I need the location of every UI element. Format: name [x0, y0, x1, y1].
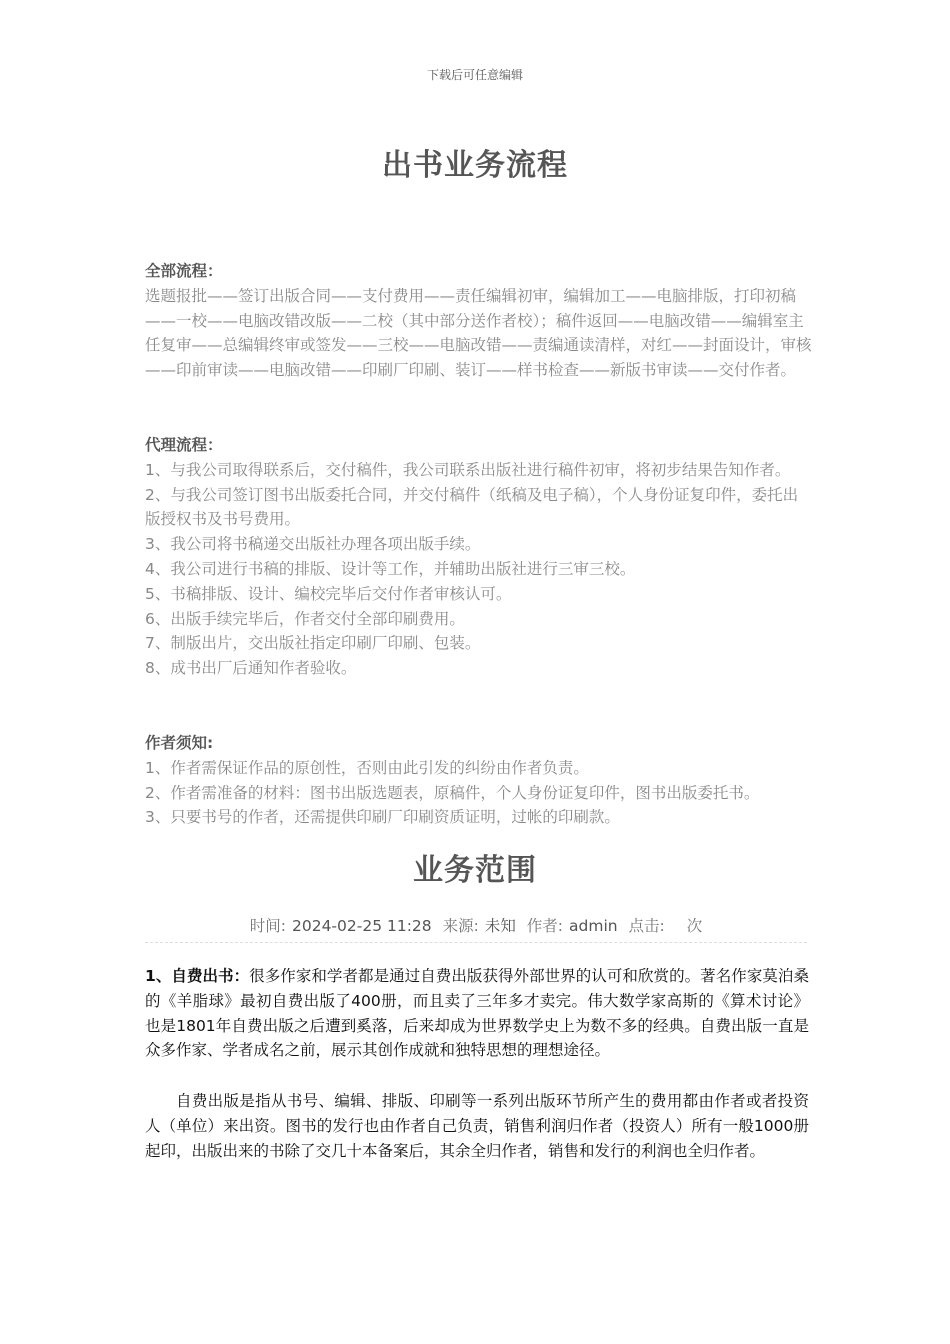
clicks-unit: 次	[686, 917, 703, 935]
scope-title: 业务范围	[413, 853, 537, 888]
article-meta	[145, 914, 807, 943]
self-publish-paragraph	[145, 964, 809, 1063]
all-process-text: 选题报批——签订出版合同——支付费用——责任编辑初审，编辑加工——电脑排版，打印初稿——一校——电脑改错改版——二校（其中部分送作者校）；稿件返回——电脑改错——编辑室主任复审——总编辑终审或签发——三校——电脑改错——责编通读清样，对红——封面设计，审核——印前审读——电脑改错——印刷厂印刷、装订——样书检查——新版书审读——交付作者。	[145, 286, 812, 380]
list-item: 7、制版出片，交出版社指定印刷厂印刷、包装。	[145, 634, 481, 653]
all-process-heading: 全部流程：	[145, 262, 223, 280]
list-item: 2、与我公司签订图书出版委托合同，并交付稿件（纸稿及电子稿），个人身份证复印件，委托出版授权书及书号费用。	[145, 485, 799, 529]
header-note: 下载后可任意编辑	[426, 68, 523, 82]
page-title: 出书业务流程	[382, 148, 568, 183]
author-label: 作者:	[526, 917, 564, 935]
agent-process-section	[145, 433, 813, 681]
author-value: admin	[569, 917, 618, 935]
source-value: 未知	[484, 917, 516, 935]
author-notice-heading: 作者须知:	[145, 734, 214, 752]
source-label: 来源:	[442, 917, 479, 935]
list-item: 3、只要书号的作者，还需提供印刷厂印刷资质证明，过帐的印刷款。	[145, 808, 620, 827]
clicks-label: 点击:	[628, 917, 665, 935]
self-publish-definition: 自费出版是指从书号、编辑、排版、印刷等一系列出版环节所产生的费用都由作者或者投资人（单位）来出资。图书的发行也由作者自己负责，销售利润归作者（投资人）所有一般1000册起印，出版出来的书除了交几十本备案后，其余全归作者，销售和发行的利润也全归作者。	[145, 1092, 809, 1160]
time-label: 时间:	[249, 917, 286, 935]
all-process-section	[145, 259, 813, 383]
list-item: 5、书稿排版、设计、编校完毕后交付作者审核认可。	[145, 584, 512, 603]
list-item: 4、我公司进行书稿的排版、设计等工作，并辅助出版社进行三审三校。	[145, 559, 636, 578]
list-item: 1、与我公司取得联系后，交付稿件，我公司联系出版社进行稿件初审，将初步结果告知作者。	[145, 460, 791, 479]
list-item: 6、出版手续完毕后，作者交付全部印刷费用。	[145, 609, 465, 628]
agent-process-heading: 代理流程：	[145, 436, 223, 454]
self-publish-text: 很多作家和学者都是通过自费出版获得外部世界的认可和欣赏的。著名作家莫泊桑的《羊脂球》最初自费出版了400册，而且卖了三年多才卖完。伟大数学家高斯的《算术讨论》也是1801年自费出版之后遭到奚落，后来却成为世界数学史上为数不多的经典。自费出版一直是众多作家、学者成名之前，展示其创作成就和独特思想的理想途径。	[145, 967, 809, 1060]
author-notice-section	[145, 731, 813, 830]
self-publish-lead: 1、自费出书：	[145, 967, 250, 985]
list-item: 8、成书出厂后通知作者验收。	[145, 659, 357, 678]
list-item: 2、作者需准备的材料：图书出版选题表，原稿件，个人身份证复印件，图书出版委托书。	[145, 783, 760, 802]
list-item: 3、我公司将书稿递交出版社办理各项出版手续。	[145, 535, 481, 554]
list-item: 1、作者需保证作品的原创性，否则由此引发的纠纷由作者负责。	[145, 758, 589, 777]
time-value: 2024-02-25 11:28	[291, 917, 432, 935]
